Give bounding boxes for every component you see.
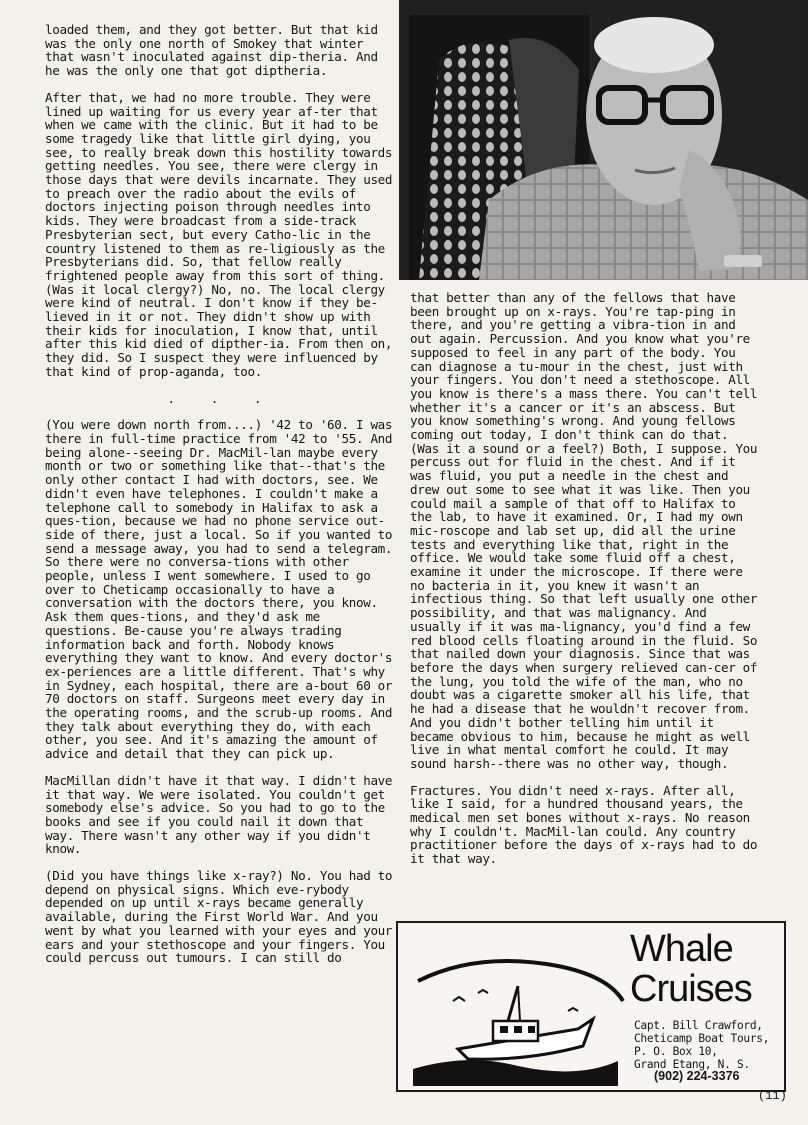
ad-address [634, 1019, 782, 1071]
left-article-column [45, 23, 398, 978]
article-paragraph: After that, we had no more trouble. They were lined up waiting for us every year af-ter that when we came with the clinic. But it had to be some tragedy like that little girl dying, you see, to really break down this hostility towards getting needles. You see, there were clergy in those days that were devils incarnate. They used to preach over the radio about the evils of doctors injecting poison through needles into kids. They were broadcast from a side-track Presbyterian sect, but every Catho-lic in the country listened to them as re-ligiously as the Presbyterians did. So, that fellow really frightened people away from this sort of thing. (Was it local clergy?) No, no. The local clergy were kind of neutral. I don't know if they be-lieved in it or not. They didn't show up with their kids for inoculation, I know that, until after this kid died of dipther-ia. From then on, they did. So I suspect they were influenced by that kind of prop-aganda, too. [45, 89, 393, 379]
portrait-photo [399, 0, 808, 280]
ad-address-line: Grand Etang, N. S. [634, 1058, 750, 1071]
article-paragraph: (You were down north from....) '42 to '60. I was there in full-time practice from '42 to '55. And being alone--seeing Dr. MacMil-lan maybe every month or two or something like that--that's the only other contact I had with doctors, see. We didn't even have telephones. I couldn't make a telephone call to somebody in Halifax to ask a ques-tion, because we had no phone service out-side of there, just a local. So if you wanted to send a message away, you had to send a telegram. So there were no conversa-tions with other people, unless I went somewhere. I used to go over to Cheticamp occasionally to have a conversation with the doctors there, you know. Ask them ques-tions, and they'd ask me questions. Be-cause you're always trading information back and forth. Nobody knows everything they want to know. And every doctor's ex-periences are a little different. That's why in Sydney, each hospital, there are a-bout 60 or 70 doctors on staff. Surgeons meet every day in the operating rooms, and the scrub-up rooms. And they talk about everything they do, with each other, you see. And it's amazing the amount of advice and detail that they can pick up. [45, 417, 393, 762]
right-article-column [410, 291, 762, 879]
ad-address-line: P. O. Box 10, [634, 1045, 718, 1058]
whale-cruises-ad [396, 921, 786, 1092]
article-paragraph: (Did you have things like x-ray?) No. You had to depend on physical signs. Which eve-rybody depended on up until x-rays became generally available, during the First World War. And you went by what you learned with your eyes and your ears and your stethoscope and your fingers. You could percuss out tumours. I can still do [45, 868, 393, 966]
article-paragraph: loaded them, and they got better. But that kid was the only one north of Smokey that winter that wasn't inoculated against dip-theria. And he was the only one that got diptheria. [45, 22, 378, 79]
article-paragraph: Fractures. You didn't need x-rays. After all, like I said, for a hundred thousand years, the medical men set bones without x-rays. No reason why I couldn't. MacMil-lan could. Any country practitioner before the days of x-rays had to do it that way. [410, 782, 758, 867]
page-number: (11) [758, 1089, 787, 1103]
ad-title: Whale Cruises [630, 928, 752, 1010]
article-paragraph: MacMillan didn't have it that way. I didn't have it that way. We were isolated. You couldn't get somebody else's advice. So you had to go to the books and see if you could nail it down that way. There wasn't any other way if you didn't know. [45, 772, 393, 857]
boat-illustration [408, 941, 628, 1086]
ad-address-line: Capt. Bill Crawford, [634, 1019, 763, 1032]
ad-phone: (902) 224-3376 [654, 1069, 740, 1083]
section-separator: . . . [167, 390, 276, 406]
ad-address-line: Cheticamp Boat Tours, [634, 1032, 770, 1045]
article-paragraph: that better than any of the fellows that have been brought up on x-rays. You're tap-ping in there, and you're getting a vibra-tion in and out again. Percussion. And you know what you're supposed to feel in any part of the body. You can diagnose a tu-mour in the chest, just with your fingers. You don't need a stethoscope. All you know is there's a mass there. You can't tell whether it's a cancer or it's an abscess. But you know something's wrong. And young fellows coming out today, I don't think can do that. (Was it a sound or a feel?) Both, I suppose. You percuss out for fluid in the chest. And if it was fluid, you put a needle in the chest and drew out some to see what it was like. Then you could mail a sample of that off to Halifax to the lab, to have it examined. Or, I had my own mic-roscope and lab set up, did all the urine tests and everything like that, right in the office. We would take some fluid off a chest, examine it under the microscope. If there were no bacteria in it, you knew it wasn't an infectious thing. So that left usually one other possibility, and that was malignancy. And usually if it was ma-lignancy, you'd find a few red blood cells floating around in the fluid. So that nailed down your diagnosis. Since that was before the days when surgery relieved can-cer of the lung, you told the wife of the man, who no doubt was a cigarette smoker all his life, that he had a disease that he wouldn't recover from. And you didn't bother telling him until it became obvious to him, because he might as well live in what mental comfort he could. It may sound harsh--there was no other way, though. [410, 290, 758, 771]
